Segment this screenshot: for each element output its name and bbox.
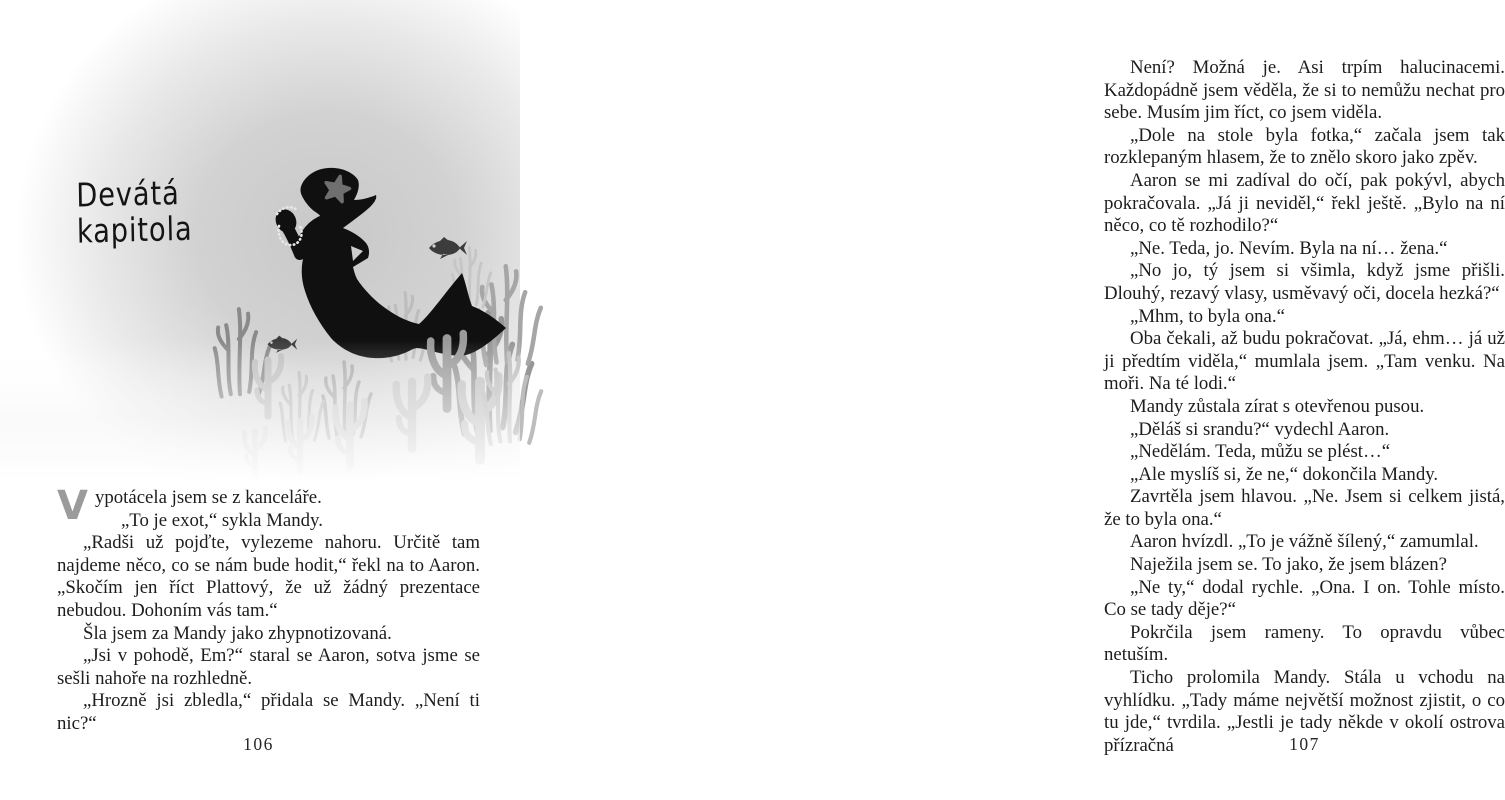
page-left — [0, 0, 520, 800]
page-number-right: 107 — [1289, 734, 1320, 754]
paragraph: Šla jsem za Mandy jako zhypnotizovaná. — [83, 622, 392, 644]
paragraph: „No jo, tý jsem si všimla, když jsme přišli. Dlouhý, rezavý vlasy, usměvavý oči, docela hezká?“ — [1104, 260, 1505, 304]
paragraph: Aaron se mi zadíval do očí, pak pokývl, abych pokračovala. „Já ji neviděl,“ řekl ještě. „Bylo na ní něco, co tě rozhodilo?“ — [1104, 169, 1505, 237]
paragraph: „Nedělám. Teda, můžu se plést…“ — [1130, 441, 1391, 463]
paragraph: Mandy zůstala zírat s otevřenou pusou. — [1130, 395, 1425, 417]
drop-cap: V — [57, 483, 88, 529]
right-page-text — [1104, 57, 1505, 757]
paragraph: „Mhm, to byla ona.“ — [1130, 305, 1285, 327]
chapter-heading-line2: kapitola — [76, 210, 193, 252]
paragraph: „Děláš si srandu?“ vydechl Aaron. — [1130, 418, 1390, 440]
paragraph: „Jsi v pohodě, Em?“ staral se Aaron, sotva jsme se sešli nahoře na rozhledně. — [57, 645, 480, 689]
paragraph: Naježila jsem se. To jako, že jsem blázen? — [1130, 554, 1447, 576]
paragraph: Zavrtěla jsem hlavou. „Ne. Jsem si celkem jistá, že to byla ona.“ — [1104, 486, 1505, 530]
paragraph: Ticho prolomila Mandy. Stála u vchodu na vyhlídku. „Tady máme největší možnost zjistit, o co tu jde,“ tvrdila. „Jestli je tady někde v okolí ostrova přízračná — [1104, 667, 1505, 756]
paragraph: „Hrozně jsi zbledla,“ přidala se Mandy. „Není ti nic?“ — [57, 690, 480, 734]
chapter-heading-line1: Devátá — [75, 174, 180, 216]
paragraph: „Ale myslíš si, že ne,“ dokončila Mandy. — [1130, 463, 1439, 485]
paragraph-text: ypotácela jsem se z kanceláře. — [94, 487, 322, 508]
page-number-left: 106 — [243, 734, 274, 754]
paragraph: Pokrčila jsem rameny. To opravdu vůbec netuším. — [1104, 621, 1505, 666]
left-page-text — [57, 483, 480, 736]
paragraph: „To je exot,“ sykla Mandy. — [120, 509, 323, 531]
page-right — [520, 0, 1505, 800]
paragraph: Oba čekali, až budu pokračovat. „Já, ehm… já už ji předtím viděla,“ mumlala jsem. „Tam venku. Na moři. Na té lodi.“ — [1104, 328, 1505, 395]
paragraph: „Ne ty,“ dodal rychle. „Ona. I on. Tohle místo. Co se tady děje?“ — [1104, 576, 1505, 621]
paragraph: „Radši už pojďte, vylezeme nahoru. Určitě tam najdeme něco, co se nám bude hodit,“ řekl na to Aaron. „Skočím jen říct Plattový, že už žádný prezentace nebudou. Dohoním vás tam.“ — [57, 532, 480, 621]
paragraph: Aaron hvízdl. „To je vážně šílený,“ zamumlal. — [1130, 531, 1479, 553]
fog-fade — [0, 340, 520, 480]
paragraph: Není? Možná je. Asi trpím halucinacemi. Každopádně jsem věděla, že si to nemůžu nechat pro sebe. Musím jim říct, co jsem viděla. — [1104, 57, 1505, 124]
paragraph: „Dole na stole byla fotka,“ začala jsem tak rozklepaným hlasem, že to znělo skoro jako zpěv. — [1104, 124, 1505, 169]
paragraph: „Ne. Teda, jo. Nevím. Byla na ní… žena.“ — [1130, 237, 1448, 259]
chapter-heading — [76, 175, 193, 250]
